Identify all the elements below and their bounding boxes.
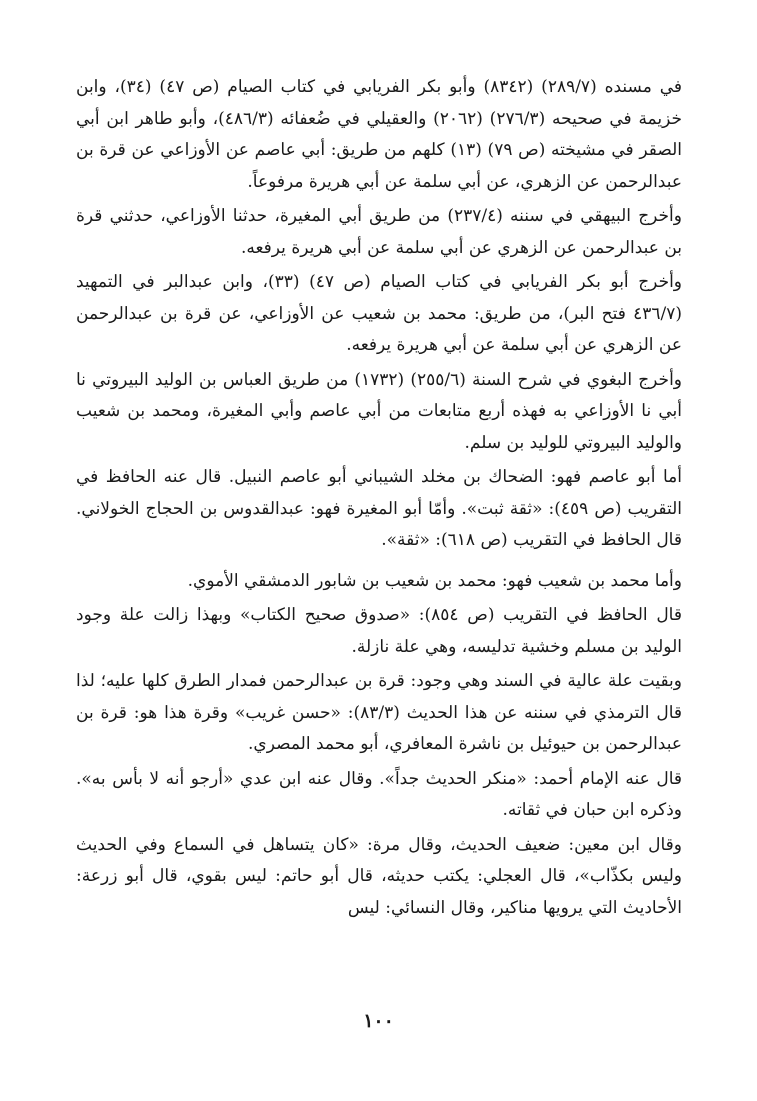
paragraph-8: وبقيت علة عالية في السند وهي وجود: قرة بن عبدالرحمن فمدار الطرق كلها عليه؛ لذا قال الترمذي في سننه عن هذا الحديث (٨٣/٣): «حسن غريب» وقرة هذا هو: قرة بن عبدالرحمن بن حيوئيل بن ناشرة المعافري، أبو محمد المصري.	[76, 671, 683, 754]
page-body	[76, 72, 682, 927]
paragraph-4: وأخرج البغوي في شرح السنة (٢٥٥/٦) (١٧٣٢) من طريق العباس بن الوليد البيروتي نا أبي نا الأوزاعي به فهذه أربع متابعات من أبي عاصم وأبي المغيرة، ومحمد بن شعيب والوليد البيروتي للوليد بن سلم.	[76, 369, 682, 453]
paragraph-2: وأخرج البيهقي في سننه (٢٣٧/٤) من طريق أبي المغيرة، حدثنا الأوزاعي، حدثني قرة بن عبدالرحمن عن الزهري عن أبي سلمة عن أبي هريرة يرفعه.	[76, 206, 682, 258]
paragraph-6: وأما محمد بن شعيب فهو: محمد بن شعيب بن شابور الدمشقي الأموي.	[187, 570, 682, 591]
page-number: ١٠٠	[363, 1010, 394, 1032]
paragraph-5: أما أبو عاصم فهو: الضحاك بن مخلد الشيباني أبو عاصم النبيل. قال عنه الحافظ في التقريب (ص ٤٥٩): «ثقة ثبت». وأمّا أبو المغيرة فهو: عبدالقدوس بن الحجاج الخولاني. قال الحافظ في التقريب (ص ٦١٨): «ثقة».	[76, 467, 682, 550]
paragraph-10: وقال ابن معين: ضعيف الحديث، وقال مرة: «كان يتساهل في السماع وفي الحديث وليس بكذّاب»، قال العجلي: يكتب حديثه، قال أبو حاتم: ليس بقوي، قال أبو زرعة: الأحاديث التي يرويها مناكير، وقال النسائي: ليس	[76, 834, 682, 918]
paragraph-7: قال الحافظ في التقريب (ص ٨٥٤): «صدوق صحيح الكتاب» وبهذا زالت علة وجود الوليد بن مسلم وخشية تدليسه، وهي علة نازلة.	[76, 605, 682, 657]
paragraph-1: في مسنده (٢٨٩/٧) (٨٣٤٢) وأبو بكر الفريابي في كتاب الصيام (ص ٤٧) (٣٤)، وابن خزيمة في صحيحه (٢٧٦/٣) (٢٠٦٢) والعقيلي في ضُعفائه (٤٨٦/٣)، وأبو طاهر ابن أبي الصقر في مشيخته (ص ٧٩) (١٣) كلهم من طريق: أبي عاصم عن الأوزاعي عن قرة بن عبدالرحمن عن الزهري، عن أبي سلمة عن أبي هريرة مرفوعاً.	[76, 77, 683, 192]
paragraph-9: قال عنه الإمام أحمد: «منكر الحديث جداً». وقال عنه ابن عدي «أرجو أنه لا بأس به». وذكره ابن حبان في ثقاته.	[76, 768, 682, 820]
paragraph-3: وأخرج أبو بكر الفريابي في كتاب الصيام (ص ٤٧) (٣٣)، وابن عبدالبر في التمهيد (٤٣٦/٧ فتح البر)، من طريق: محمد بن شعيب عن الأوزاعي، عن قرة بن عبدالرحمن عن الزهري عن أبي سلمة عن أبي هريرة يرفعه.	[76, 272, 683, 355]
